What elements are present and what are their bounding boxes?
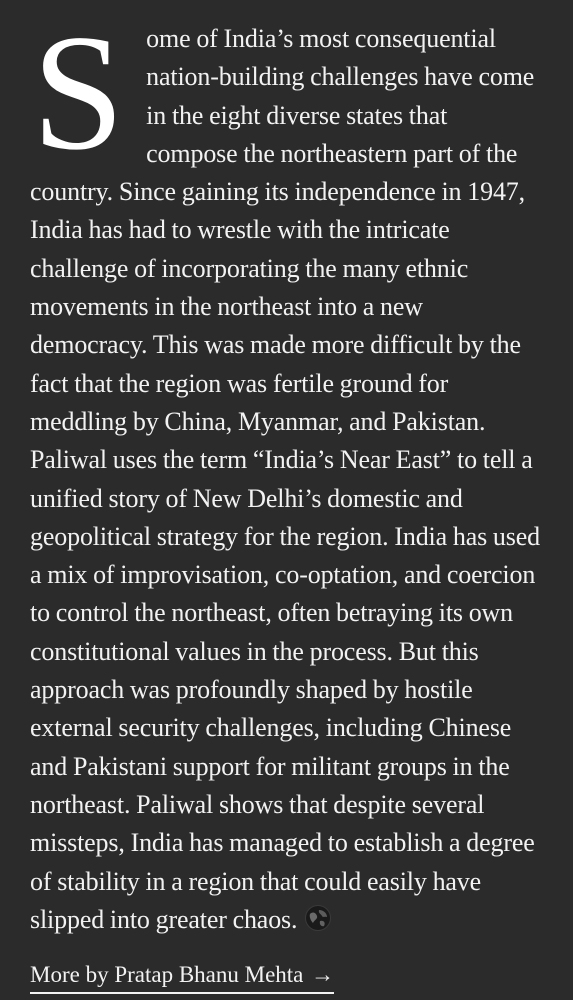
- more-by-author-link[interactable]: [30, 960, 334, 994]
- globe-icon: [305, 905, 331, 931]
- arrow-right-icon: →: [311, 962, 335, 987]
- more-link-label: More by Pratap Bhanu Mehta: [30, 962, 304, 987]
- review-text: [30, 0, 541, 939]
- drop-cap: S: [32, 0, 125, 184]
- review-body: ome of India’s most consequential nation-building challenges have come in the eight diverse states that compose the northeastern part of the country. Since gaining its independence in 1947, India has had to wrestle with the intricate challenge of incorporating the many ethnic movements in the northeast into a new democracy. This was made more difficult by the fact that the region was fertile ground for meddling by China, Myanmar, and Pakistan. Paliwal uses the term “India’s Near East” to tell a unified story of New Delhi’s domestic and geopolitical strategy for the region. India has used a mix of improvisation, co-optation, and coercion to control the northeast, often betraying its own constitutional values in the process. But this approach was profoundly shaped by hostile external security challenges, including Chinese and Pakistani support for militant groups in the northeast. Paliwal shows that despite several missteps, India has managed to establish a degree of stability in a region that could easily have slipped into greater chaos.: [30, 24, 540, 934]
